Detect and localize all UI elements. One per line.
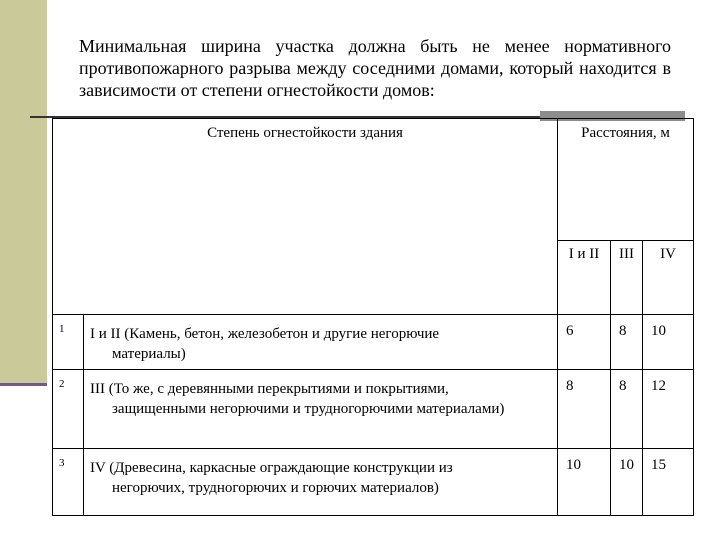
row-value-class-4: 12 <box>643 370 694 449</box>
header-distances: Расстояния, м <box>558 119 694 241</box>
row-description <box>84 370 558 449</box>
row-value-class-1-2: 8 <box>558 370 611 449</box>
row-description-rest: защищенными негорючими и трудногорючими материалами) <box>112 401 505 417</box>
table-row <box>53 370 694 449</box>
row-number: 2 <box>53 370 84 449</box>
row-value-class-1-2: 10 <box>558 449 611 516</box>
table-row <box>53 449 694 516</box>
row-description-first-line: III (То же, с деревянными перекрытиями и покрытиями, <box>90 381 449 397</box>
table-header-row <box>53 119 694 241</box>
row-description-rest: материалы) <box>112 346 186 362</box>
row-number: 3 <box>53 449 84 516</box>
table-row <box>53 315 694 370</box>
intro-paragraph: Минимальная ширина участка должна быть не менее нормативного противопожарного разрыва между соседними домами, который находится в зависимости от степени огнестойкости домов: <box>79 36 671 100</box>
row-description <box>84 315 558 370</box>
row-description-first-line: I и II (Камень, бетон, железобетон и другие негорючие <box>90 326 440 342</box>
row-number: 1 <box>53 315 84 370</box>
row-value-class-4: 15 <box>643 449 694 516</box>
subheader-class-4: IV <box>643 241 694 315</box>
row-description-rest: негорючих, трудногорючих и горючих материалов) <box>112 480 439 496</box>
row-value-class-3: 10 <box>611 449 643 516</box>
row-value-class-3: 8 <box>611 370 643 449</box>
row-description-first-line: IV (Древесина, каркасные ограждающие конструкции из <box>90 460 453 476</box>
row-description <box>84 449 558 516</box>
fire-resistance-table <box>52 118 694 516</box>
row-value-class-4: 10 <box>643 315 694 370</box>
decorative-side-line <box>0 383 47 386</box>
subheader-class-3: III <box>611 241 643 315</box>
subheader-class-1-2: I и II <box>558 241 611 315</box>
decorative-side-bar <box>0 0 47 385</box>
row-value-class-3: 8 <box>611 315 643 370</box>
row-value-class-1-2: 6 <box>558 315 611 370</box>
header-degree: Степень огнестойкости здания <box>53 119 558 315</box>
